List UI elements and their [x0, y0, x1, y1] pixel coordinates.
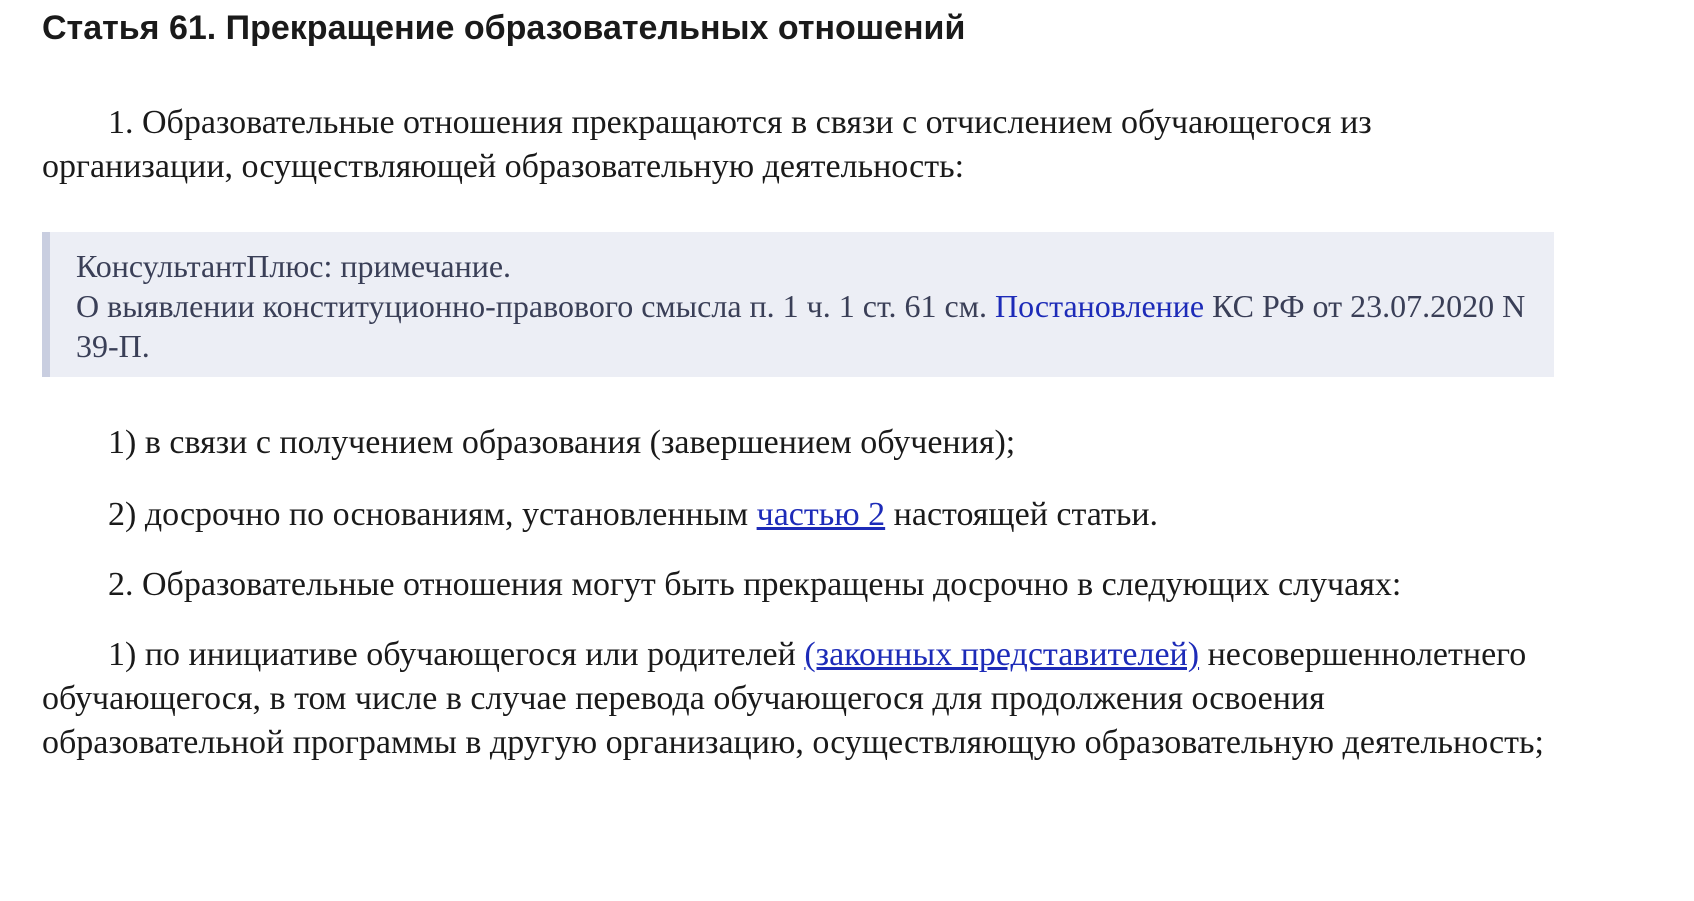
part-2-link[interactable]: частью 2 [756, 496, 886, 533]
note-heading: КонсультантПлюс: примечание. [76, 248, 512, 284]
p2-item1-before: 1) по инициативе обучающегося или родителей [108, 636, 805, 673]
consultant-note [42, 232, 1554, 377]
list-item-2-after: настоящей статьи. [885, 496, 1159, 533]
paragraph-2: 2. Образовательные отношения могут быть прекращены досрочно в следующих случаях: [108, 566, 1402, 603]
paragraph-2-item-1 [42, 633, 1554, 765]
list-item-2 [42, 493, 1554, 537]
paragraph-1: 1. Образовательные отношения прекращаются в связи с отчислением обучающегося из организации, осуществляющей образовательную деятельность: [42, 104, 1372, 185]
list-item-2-before: 2) досрочно по основаниям, установленным [108, 496, 757, 533]
p2-item1-after: несовершеннолетнего обучающегося, в том числе в случае перевода обучающегося для продолжения освоения образовательной программы в другую организацию, осуществляющую образовательную деятельность; [42, 636, 1544, 761]
note-resolution-link[interactable]: Постановление [994, 288, 1205, 324]
note-text-after: КС РФ от 23.07.2020 N 39-П. [76, 288, 1526, 364]
article-title: Статья 61. Прекращение образовательных отношений [42, 9, 966, 47]
list-item-1: 1) в связи с получением образования (завершением обучения); [108, 424, 1016, 461]
note-text-before: О выявлении конституционно-правового смысла п. 1 ч. 1 ст. 61 см. [76, 288, 995, 324]
note-text [76, 286, 1554, 366]
legal-representatives-link[interactable]: (законных представителей) [804, 636, 1200, 673]
